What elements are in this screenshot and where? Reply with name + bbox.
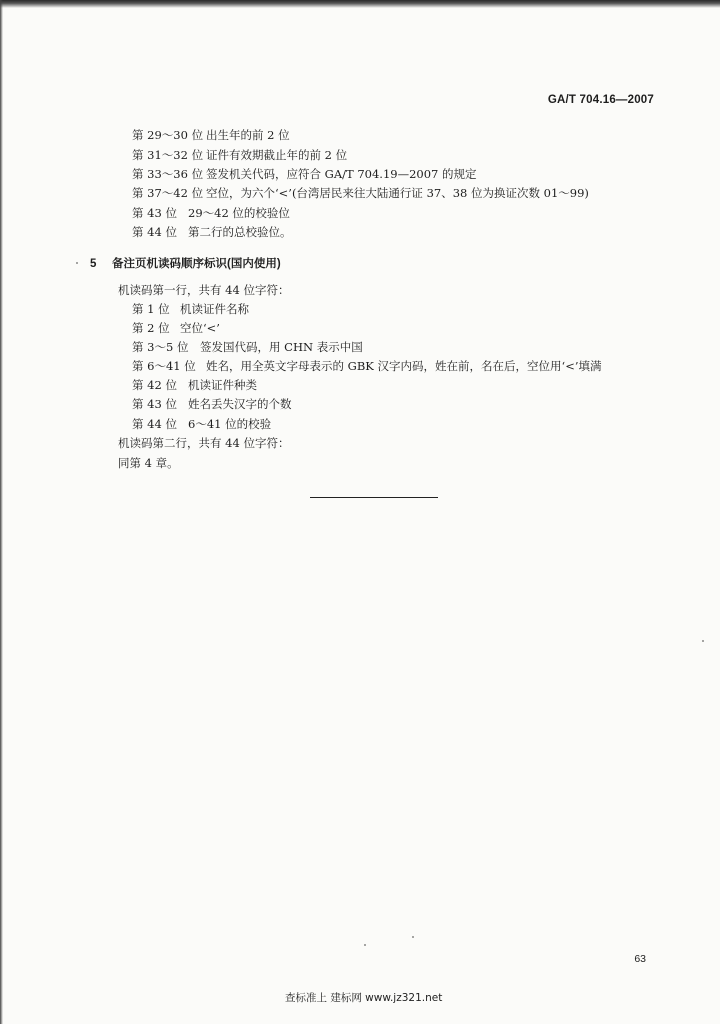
footer-watermark: 查标准上 建标网 www.jz321.net <box>285 992 443 1004</box>
position-desc: 6～41 位的校验 <box>188 417 272 431</box>
list-item <box>132 378 257 392</box>
list-item <box>132 206 290 220</box>
position-code: 第 33～36 位 <box>132 167 204 181</box>
position-code: 第 37～42 位 <box>132 186 204 200</box>
scan-speck <box>412 936 414 938</box>
scan-speck <box>702 640 704 642</box>
position-code: 第 2 位 <box>132 321 170 335</box>
list-item <box>132 321 220 335</box>
position-code: 第 44 位 <box>132 225 177 239</box>
list-item <box>132 186 589 200</box>
scan-speck <box>364 944 366 946</box>
list-item <box>132 148 347 162</box>
position-desc: 出生年的前 2 位 <box>206 128 290 142</box>
position-desc: 机读证件种类 <box>188 378 257 392</box>
list-item <box>132 340 363 354</box>
list-item <box>132 167 477 181</box>
section-number: 5 <box>90 258 97 270</box>
list-item <box>132 397 292 411</box>
position-code: 第 43 位 <box>132 397 177 411</box>
end-rule <box>310 497 438 498</box>
list-item <box>132 359 601 373</box>
position-desc: 姓名丢失汉字的个数 <box>188 397 292 411</box>
position-code: 第 44 位 <box>132 417 177 431</box>
position-desc: 证件有效期截止年的前 2 位 <box>206 148 348 162</box>
position-desc: 空位‘<’ <box>180 321 220 335</box>
section-heading <box>90 255 281 271</box>
section-title: 备注页机读码顺序标识(国内使用) <box>112 258 281 270</box>
list-item <box>132 417 271 431</box>
list-item <box>132 302 249 316</box>
position-desc: 第二行的总校验位。 <box>188 225 292 239</box>
position-code: 第 1 位 <box>132 302 170 316</box>
scan-edge-left <box>0 0 3 1024</box>
position-code: 第 3～5 位 <box>132 340 189 354</box>
position-desc: 机读证件名称 <box>180 302 249 316</box>
scan-edge-top <box>0 0 720 8</box>
position-desc: 签发国代码，用 CHN 表示中国 <box>200 340 363 354</box>
page-number: 63 <box>634 953 646 965</box>
line1-intro: 机读码第一行，共有 44 位字符： <box>118 283 290 297</box>
list-item <box>132 225 292 239</box>
scan-speck <box>76 262 78 264</box>
position-desc: 29～42 位的校验位 <box>188 206 290 220</box>
line2-intro: 机读码第二行，共有 44 位字符： <box>118 436 290 450</box>
position-code: 第 6～41 位 <box>132 359 196 373</box>
position-code: 第 29～30 位 <box>132 128 204 142</box>
standard-number-header: GA/T 704.16—2007 <box>547 94 654 106</box>
position-desc: 签发机关代码，应符合 GA/T 704.19—2007 的规定 <box>206 167 477 181</box>
position-code: 第 31～32 位 <box>132 148 204 162</box>
same-as-note: 同第 4 章。 <box>118 456 179 470</box>
position-code: 第 42 位 <box>132 378 177 392</box>
position-desc: 姓名，用全英文字母表示的 GBK 汉字内码，姓在前，名在后，空位用‘<’填满 <box>206 359 602 373</box>
position-desc: 空位，为六个‘<’(台湾居民来往大陆通行证 37、38 位为换证次数 01～99) <box>206 186 589 200</box>
list-item <box>132 128 290 142</box>
position-code: 第 43 位 <box>132 206 177 220</box>
